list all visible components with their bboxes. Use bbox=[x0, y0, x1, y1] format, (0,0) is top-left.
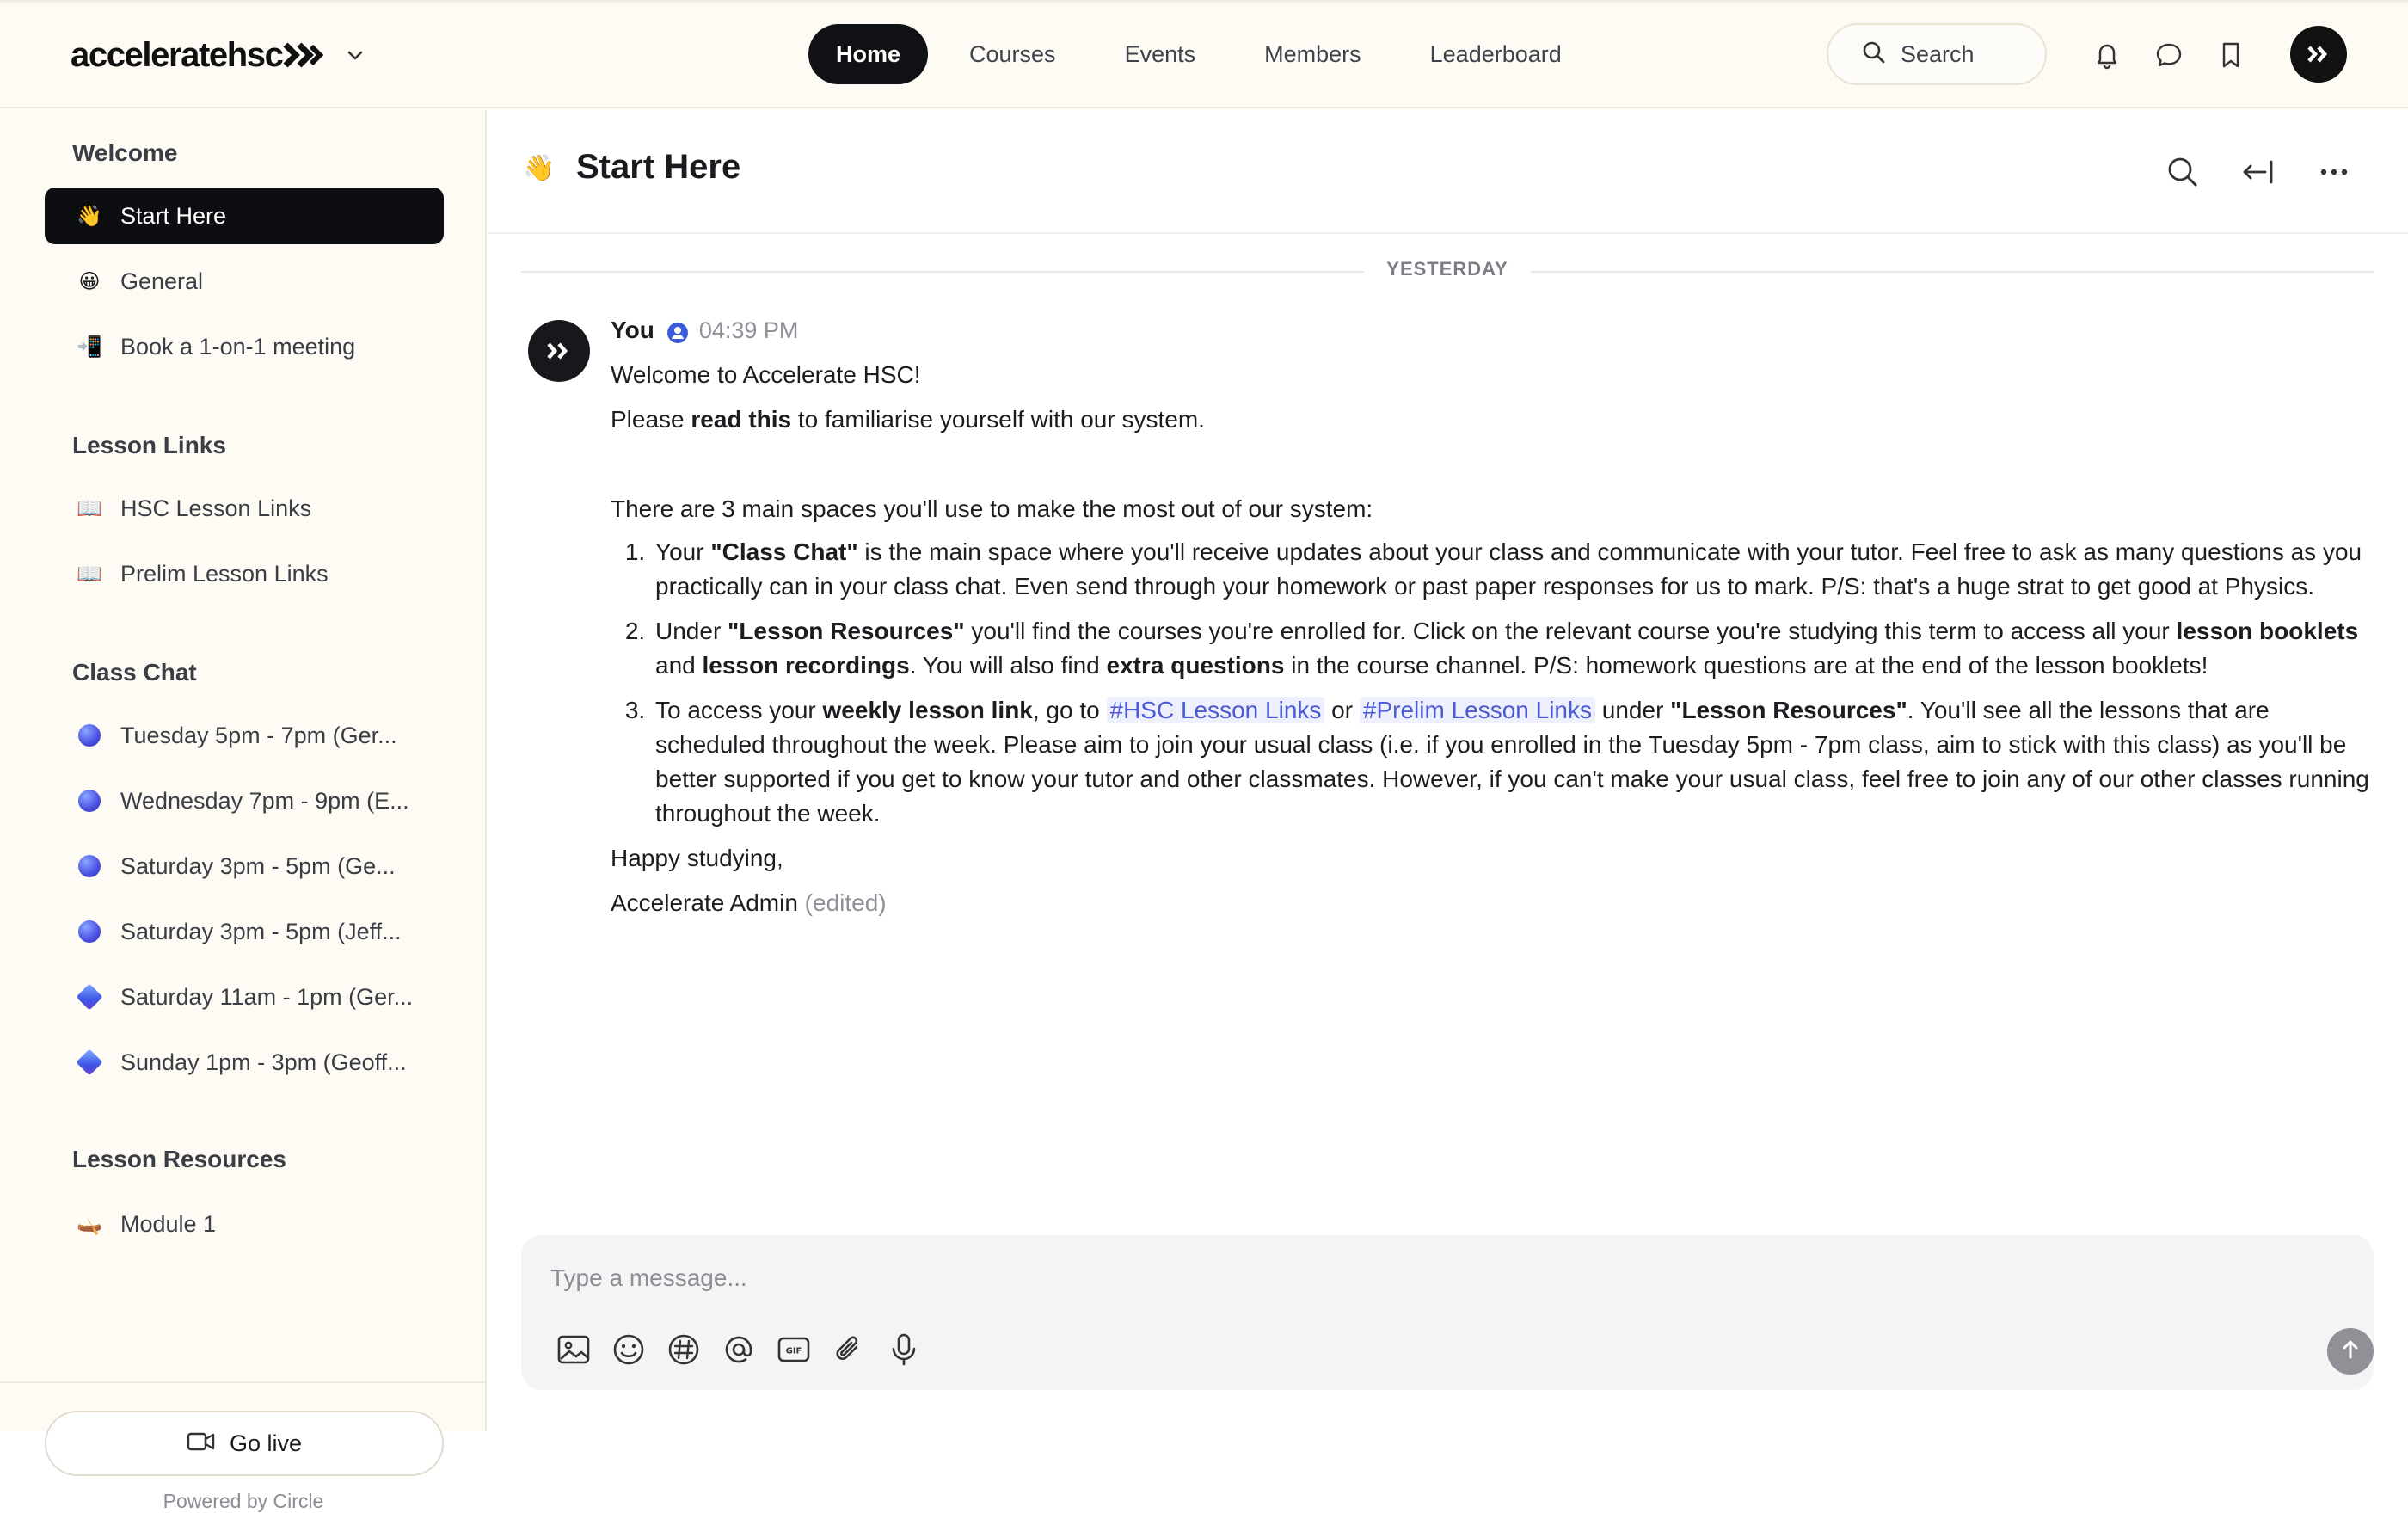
search-button[interactable] bbox=[1827, 23, 2047, 85]
collapse-panel-icon[interactable] bbox=[2241, 155, 2276, 189]
canoe-icon: 🛶 bbox=[77, 1212, 102, 1236]
message-list bbox=[652, 535, 2382, 831]
notifications-bell-icon[interactable] bbox=[2092, 40, 2122, 71]
nav-members[interactable]: Members bbox=[1264, 40, 1361, 67]
sidebar-item-class-chat[interactable] bbox=[45, 838, 444, 895]
sidebar-item-label: HSC Lesson Links bbox=[120, 495, 312, 521]
double-chevron-logo-icon bbox=[284, 41, 323, 69]
sidebar-item-label: Saturday 3pm - 5pm (Jeff... bbox=[120, 918, 402, 944]
sidebar-item-label: Start Here bbox=[120, 202, 227, 229]
send-button[interactable] bbox=[2327, 1328, 2374, 1375]
brand-logo[interactable] bbox=[71, 31, 323, 79]
sidebar-section-class-chat[interactable]: Class Chat bbox=[72, 659, 197, 686]
message-line: Please read this to familiarise yourself with our system. bbox=[611, 406, 1205, 433]
nav-courses[interactable]: Courses bbox=[969, 40, 1056, 67]
user-avatar[interactable] bbox=[2290, 26, 2347, 83]
image-upload-icon[interactable] bbox=[556, 1332, 592, 1368]
sidebar-section-welcome[interactable]: Welcome bbox=[72, 139, 178, 166]
message-signoff: Happy studying, bbox=[611, 845, 783, 871]
hashtag-icon[interactable] bbox=[666, 1332, 702, 1368]
message-line: Welcome to Accelerate HSC! bbox=[611, 361, 921, 388]
open-book-icon: 📖 bbox=[77, 562, 102, 586]
open-book-icon: 📖 bbox=[77, 496, 102, 520]
blue-circle-icon bbox=[76, 724, 103, 747]
sidebar-item-label: Wednesday 7pm - 9pm (E... bbox=[120, 787, 409, 814]
go-live-button[interactable] bbox=[45, 1411, 444, 1476]
blue-diamond-icon bbox=[76, 1053, 103, 1072]
microphone-icon[interactable] bbox=[886, 1332, 922, 1368]
sidebar-section-lesson-resources[interactable]: Lesson Resources bbox=[72, 1146, 286, 1172]
list-item: 2. Under "Lesson Resources" you'll find the courses you're enrolled for. Click on the relevant course you're studying this term to access all your lesson booklets and lesson recordings. You will also find extra questions in the course channel. P/S: homework questions are at the end of the lesson booklets! bbox=[652, 614, 2382, 683]
sidebar-item-class-chat[interactable] bbox=[45, 707, 444, 764]
emoji-icon[interactable] bbox=[611, 1332, 647, 1368]
sidebar-section-lesson-links[interactable]: Lesson Links bbox=[72, 432, 226, 458]
sidebar-item-module-1[interactable] bbox=[45, 1196, 444, 1252]
channel-header bbox=[488, 110, 2408, 234]
smiley-face-icon: 😀 bbox=[78, 269, 101, 293]
sidebar-item-prelim-lesson-links[interactable] bbox=[45, 545, 444, 602]
channel-title: Start Here bbox=[576, 148, 741, 186]
bookmark-icon[interactable] bbox=[2215, 40, 2246, 71]
edited-label: (edited) bbox=[804, 889, 887, 916]
waving-hand-icon: 👋 bbox=[77, 204, 102, 228]
message-signature: Accelerate Admin (edited) bbox=[611, 889, 887, 916]
attachment-paperclip-icon[interactable] bbox=[831, 1332, 867, 1368]
sidebar-item-class-chat[interactable] bbox=[45, 1034, 444, 1091]
powered-by-text[interactable]: Powered by Circle bbox=[163, 1490, 324, 1512]
sidebar bbox=[0, 110, 487, 1512]
video-camera-icon bbox=[187, 1430, 216, 1457]
sidebar-item-book-meeting[interactable] bbox=[45, 318, 444, 375]
nav-events[interactable]: Events bbox=[1124, 40, 1196, 67]
search-label: Search bbox=[1901, 40, 1975, 67]
sidebar-item-label: Book a 1-on-1 meeting bbox=[120, 333, 356, 360]
sidebar-item-label: Sunday 1pm - 3pm (Geoff... bbox=[120, 1049, 407, 1075]
brand-name: acceleratehsc bbox=[71, 35, 283, 74]
more-options-icon[interactable] bbox=[2317, 155, 2351, 189]
message-intro: There are 3 main spaces you'll use to make the most out of our system: bbox=[611, 495, 1373, 522]
search-icon bbox=[1861, 40, 1887, 70]
message-header bbox=[611, 313, 2382, 347]
waving-hand-icon: 👋 bbox=[523, 154, 556, 182]
blue-diamond-icon bbox=[76, 987, 103, 1006]
list-item: 3. To access your weekly lesson link, go to #HSC Lesson Links or #Prelim Lesson Links under "Lesson Resources". You'll see all the lessons that are scheduled throughout the week. Please aim to join your usual class (i.e. if you enrolled in the Tuesday 5pm - 7pm class, aim to stick with this class) as you'll be better supported if you get to know your tutor and other classmates. However, if you can't make your usual class, feel free to join any of our other classes running throughout the week. bbox=[652, 693, 2382, 831]
sidebar-item-class-chat[interactable] bbox=[45, 903, 444, 960]
nav-home[interactable]: Home bbox=[808, 24, 928, 84]
sidebar-item-label: Saturday 3pm - 5pm (Ge... bbox=[120, 852, 396, 879]
main-nav bbox=[808, 24, 1603, 84]
blue-circle-icon bbox=[76, 920, 103, 943]
message bbox=[611, 313, 2382, 920]
sidebar-item-hsc-lesson-links[interactable] bbox=[45, 480, 444, 537]
message-avatar[interactable] bbox=[528, 320, 590, 382]
top-header bbox=[0, 0, 2408, 108]
nav-leaderboard[interactable]: Leaderboard bbox=[1429, 40, 1562, 67]
go-live-label: Go live bbox=[229, 1430, 303, 1456]
message-timestamp: 04:39 PM bbox=[698, 317, 799, 343]
chat-bubble-icon[interactable] bbox=[2153, 40, 2184, 71]
channel-search-icon[interactable] bbox=[2165, 155, 2200, 189]
sidebar-divider bbox=[0, 1381, 487, 1383]
blue-circle-icon bbox=[76, 855, 103, 877]
message-composer bbox=[521, 1235, 2374, 1390]
message-input[interactable] bbox=[550, 1256, 2270, 1301]
sidebar-item-label: Module 1 bbox=[120, 1210, 217, 1237]
sidebar-item-general[interactable] bbox=[45, 253, 444, 310]
mention-icon[interactable] bbox=[721, 1332, 757, 1368]
space-link-hsc-lesson-links[interactable]: #HSC Lesson Links bbox=[1107, 697, 1325, 723]
sidebar-item-label: Tuesday 5pm - 7pm (Ger... bbox=[120, 722, 397, 748]
sidebar-item-label: Saturday 11am - 1pm (Ger... bbox=[120, 983, 414, 1010]
svg-text:GIF: GIF bbox=[785, 1346, 802, 1356]
main-content bbox=[488, 110, 2408, 1431]
day-divider-label: YESTERDAY bbox=[1386, 258, 1508, 280]
sidebar-item-label: General bbox=[120, 268, 204, 294]
admin-badge-icon bbox=[666, 319, 689, 341]
blue-circle-icon bbox=[76, 790, 103, 812]
space-link-prelim-lesson-links[interactable]: #Prelim Lesson Links bbox=[1360, 697, 1595, 723]
mobile-phone-arrow-icon: 📲 bbox=[77, 335, 102, 359]
day-divider bbox=[521, 258, 2374, 286]
arrow-up-icon bbox=[2338, 1338, 2362, 1366]
sidebar-item-class-chat[interactable] bbox=[45, 772, 444, 829]
list-item: 1. Your "Class Chat" is the main space where you'll receive updates about your class and communicate with your tutor. Feel free to ask as many questions as you practically can in your class chat. Even send through your homework or past paper responses for us to mark. P/S: that's a huge strat to get good at Physics. bbox=[652, 535, 2382, 604]
message-author[interactable]: You bbox=[611, 317, 654, 343]
gif-icon[interactable] bbox=[776, 1332, 812, 1368]
sidebar-item-label: Prelim Lesson Links bbox=[120, 560, 329, 587]
sidebar-item-start-here[interactable] bbox=[45, 188, 444, 244]
sidebar-item-class-chat[interactable] bbox=[45, 969, 444, 1025]
community-switcher-chevron-down-icon[interactable] bbox=[344, 45, 366, 67]
